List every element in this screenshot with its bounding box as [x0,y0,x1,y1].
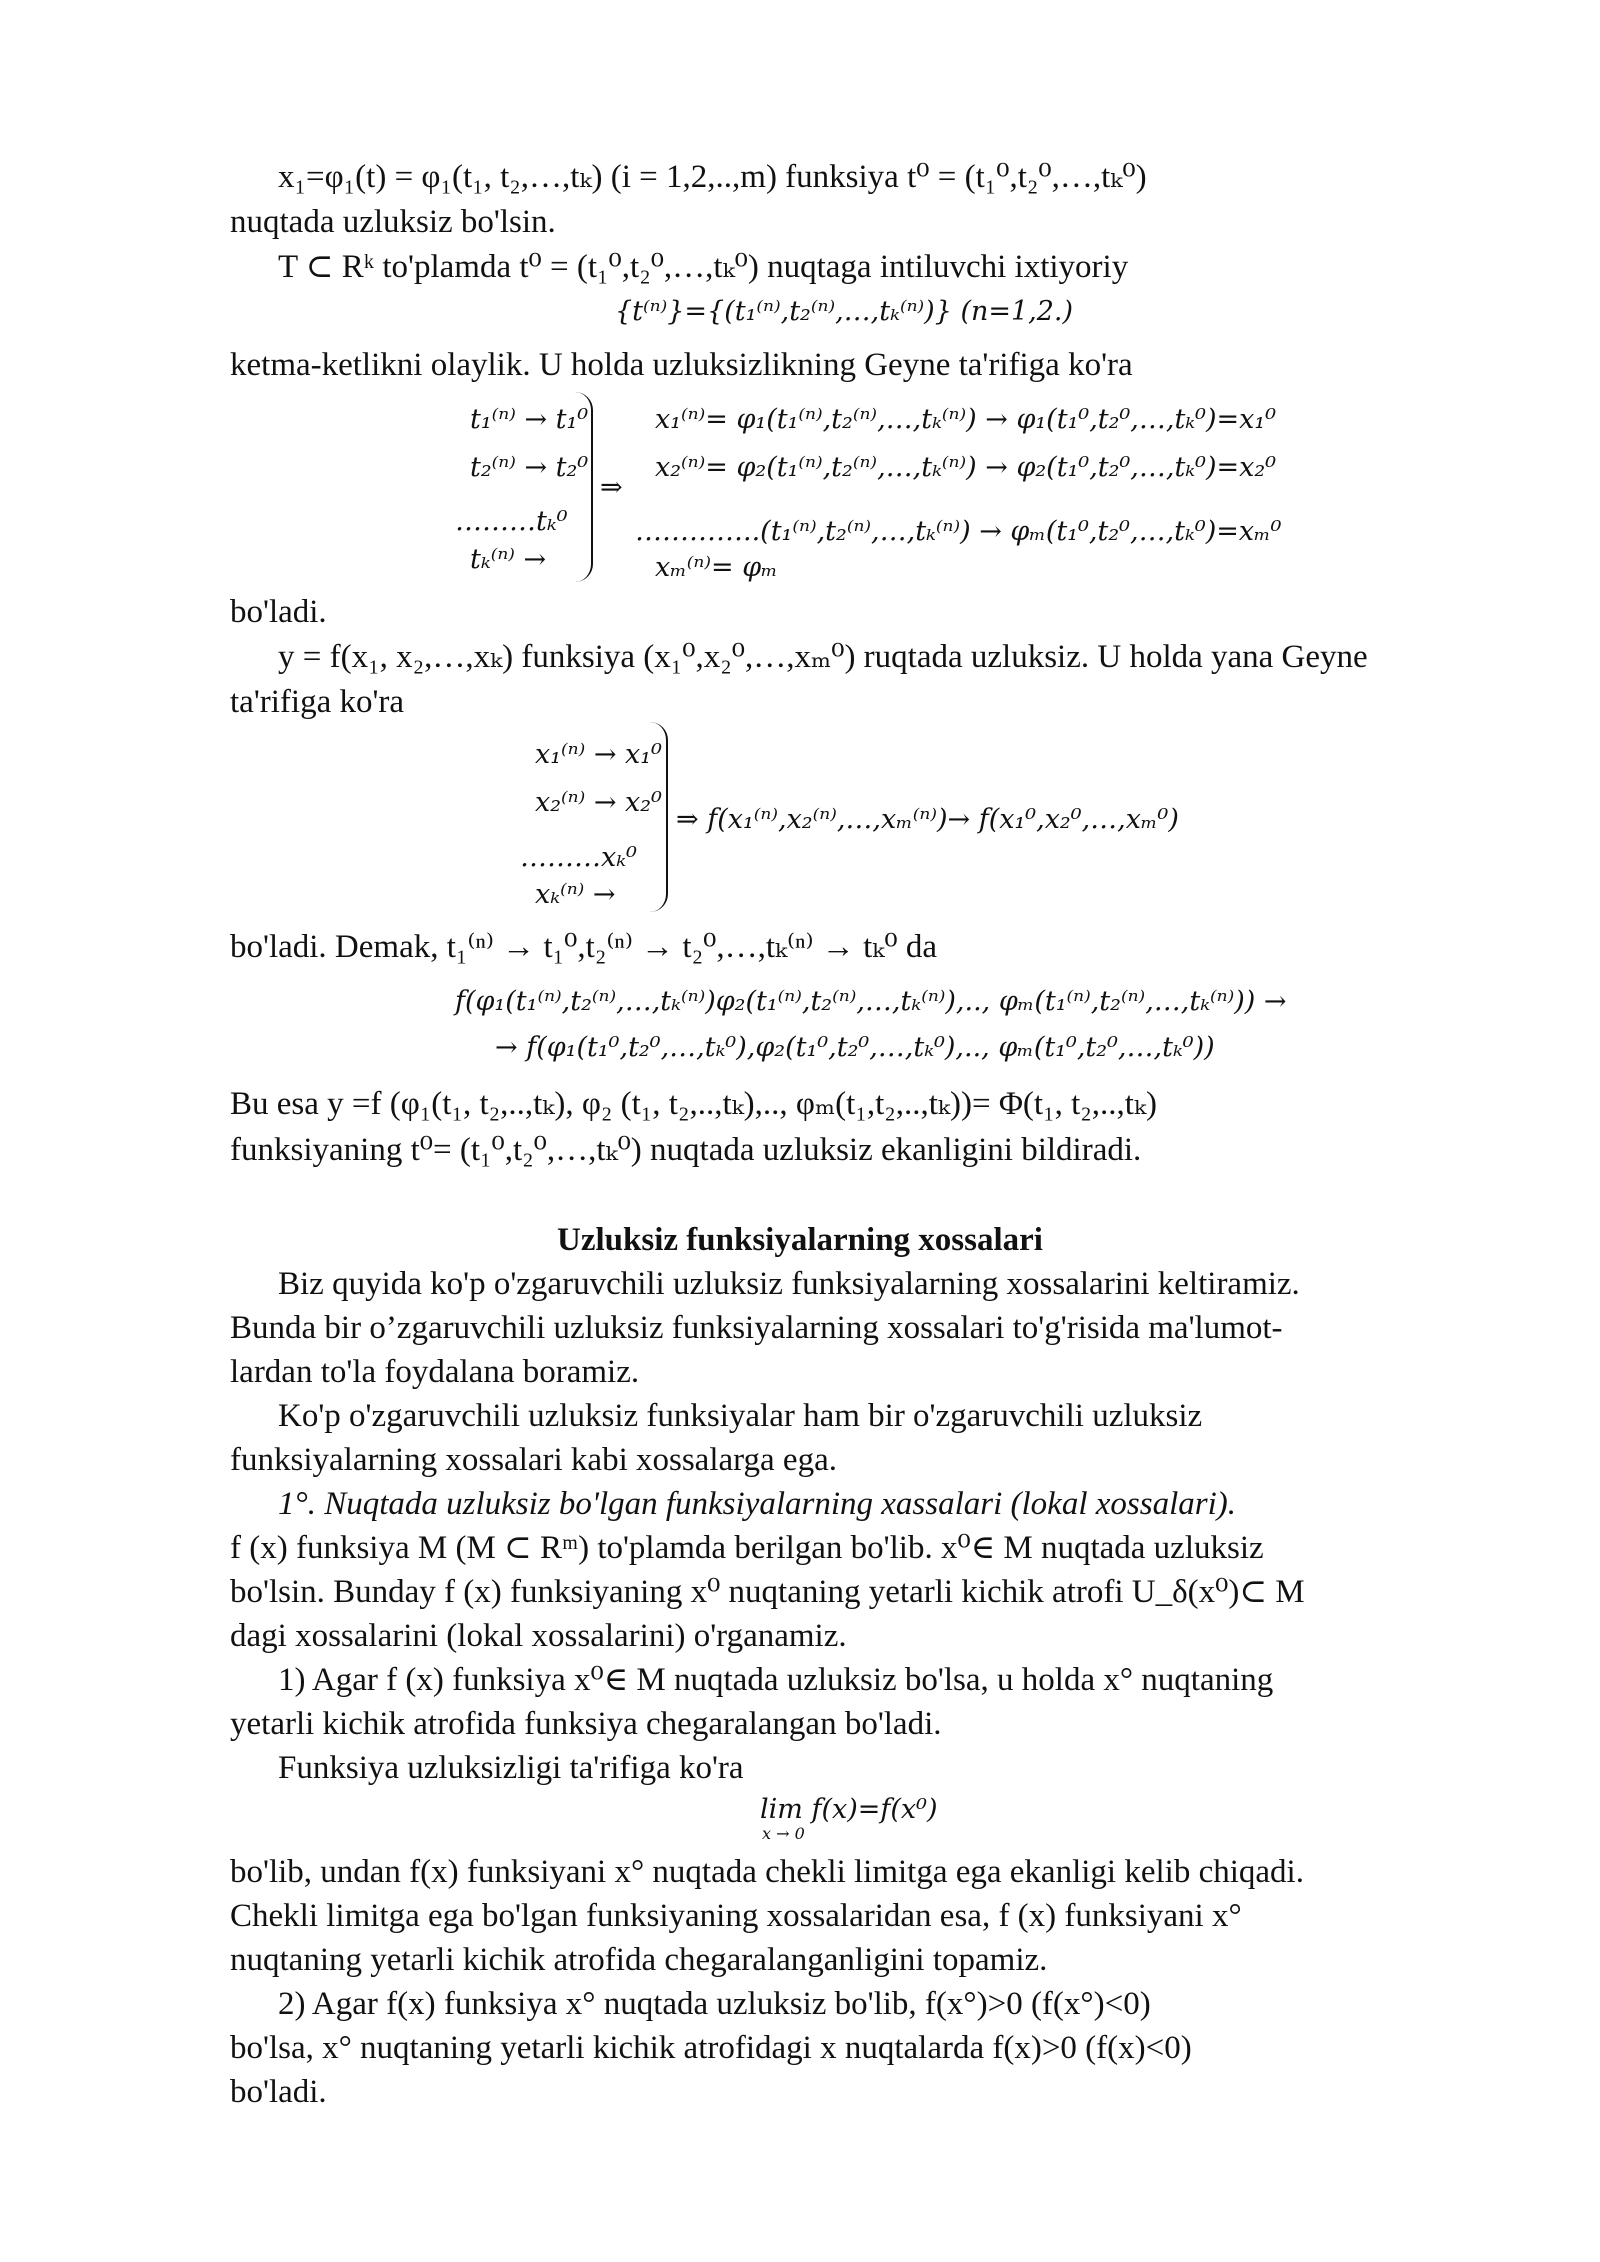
right-brace [575,392,593,582]
text-line: bo'ladi. [230,594,327,630]
formula-line: tₖ⁽ⁿ⁾ → [470,544,547,575]
formula-limit: lim f(x)=f(x⁰) [760,1794,938,1825]
text-line: nuqtada uzluksiz bo'lsin. [230,204,556,240]
formula-line: x₂⁽ⁿ⁾ → x₂⁰ [535,787,662,818]
text-line: ta'rifiga ko'ra [230,684,405,720]
implies-arrow: ⇒ [600,472,623,503]
text-line: nuqtaning yetarli kichik atrofida chegaralanganligini topamiz. [230,1942,1048,1978]
text-line: 1) Agar f (x) funksiya x⁰∈ M nuqtada uzluksiz bo'lsa, u holda x° nuqtaning [278,1662,1274,1698]
text-line: Funksiya uzluksizligi ta'rifiga ko'ra [278,1750,744,1786]
text-line: f (x) funksiya M (M ⊂ Rᵐ) to'plamda berilgan bo'lib. x⁰∈ M nuqtada uzluksiz [230,1530,1264,1566]
text-line: funksiyalarning xossalari kabi xossalarga ega. [230,1442,837,1478]
subsection-heading: 1°. Nuqtada uzluksiz bo'lgan funksiyalarning xassalari (lokal xossalari). [278,1486,1236,1522]
formula-line: ⇒ f(x₁⁽ⁿ⁾,x₂⁽ⁿ⁾,…,xₘ⁽ⁿ⁾)→ f(x₁⁰,x₂⁰,…,xₘ⁰) [676,804,1179,835]
formula-line: t₂⁽ⁿ⁾ → t₂⁰ [470,452,589,483]
text-line: lardan to'la foydalana boramiz. [230,1354,640,1390]
text-line: y = f(x₁, x₂,…,xₖ) funksiya (x₁⁰,x₂⁰,…,xₘ⁰) ruqtada uzluksiz. U holda yana Geyne [278,639,1368,675]
text-line: Ko'p o'zgaruvchili uzluksiz funksiyalar ham bir o'zgaruvchili uzluksiz [278,1398,1203,1434]
formula-line: ………xₖ⁰ [520,842,637,873]
text-line: Biz quyida ko'p o'zgaruvchili uzluksiz funksiyalarning xossalarini keltiramiz. [278,1266,1300,1302]
text-line: Bu esa y =f (φ₁(t₁, t₂,..,tₖ), φ₂ (t₁, t₂,..,tₖ),.., φₘ(t₁,t₂,..,tₖ))= Φ(t₁, t₂,..,tₖ) [230,1086,1157,1122]
text-line: Bunda bir o’zgaruvchili uzluksiz funksiyalarning xossalari to'g'risida ma'lumot- [230,1310,1283,1346]
text-line: Chekli limitga ega bo'lgan funksiyaning xossalaridan esa, f (x) funksiyani x° [230,1898,1242,1934]
formula-sequence: {t⁽ⁿ⁾}={(t₁⁽ⁿ⁾,t₂⁽ⁿ⁾,…,tₖ⁽ⁿ⁾)} (n=1,2.) [615,296,1074,327]
text-line: bo'lsin. Bunday f (x) funksiyaning x⁰ nuqtaning yetarli kichik atrofi U_δ(x⁰)⊂ M [230,1574,1305,1610]
formula-line: xₘ⁽ⁿ⁾= φₘ [655,552,778,583]
formula-line: t₁⁽ⁿ⁾ → t₁⁰ [470,404,589,435]
section-heading: Uzluksiz funksiyalarning xossalari [557,1222,1043,1258]
formula-line: x₁⁽ⁿ⁾= φ₁(t₁⁽ⁿ⁾,t₂⁽ⁿ⁾,…,tₖ⁽ⁿ⁾) → φ₁(t₁⁰,t₂⁰,…,tₖ⁰)=x₁⁰ [655,404,1277,435]
formula-line: → f(φ₁(t₁⁰,t₂⁰,…,tₖ⁰),φ₂(t₁⁰,t₂⁰,…,tₖ⁰),.., φₘ(t₁⁰,t₂⁰,…,tₖ⁰)) [495,1032,1215,1063]
formula-line: f(φ₁(t₁⁽ⁿ⁾,t₂⁽ⁿ⁾,…,tₖ⁽ⁿ⁾)φ₂(t₁⁽ⁿ⁾,t₂⁽ⁿ⁾,…,tₖ⁽ⁿ⁾),.., φₘ(t₁⁽ⁿ⁾,t₂⁽ⁿ⁾,…,tₖ⁽ⁿ⁾)) → [455,986,1287,1017]
formula-line: xₖ⁽ⁿ⁾ → [535,879,616,910]
text-line: bo'lsa, x° nuqtaning yetarli kichik atrofidagi x nuqtalarda f(x)>0 (f(x)<0) [230,2030,1192,2066]
formula-line: x₂⁽ⁿ⁾= φ₂(t₁⁽ⁿ⁾,t₂⁽ⁿ⁾,…,tₖ⁽ⁿ⁾) → φ₂(t₁⁰,t₂⁰,…,tₖ⁰)=x₂⁰ [655,452,1277,483]
text-line: yetarli kichik atrofida funksiya chegaralangan bo'ladi. [230,1706,942,1742]
text-line: ketma-ketlikni olaylik. U holda uzluksizlikning Geyne ta'rifiga ko'ra [230,347,1133,383]
text-line: 2) Agar f(x) funksiya x° nuqtada uzluksiz bo'lib, f(x°)>0 (f(x°)<0) [278,1986,1151,2022]
text-line: bo'ladi. Demak, t₁⁽ⁿ⁾ → t₁⁰,t₂⁽ⁿ⁾ → t₂⁰,…,tₖ⁽ⁿ⁾ → tₖ⁰ da [230,929,937,965]
text-line: bo'ladi. [230,2074,327,2110]
text-line: funksiyaning t⁰= (t₁⁰,t₂⁰,…,tₖ⁰) nuqtada uzluksiz ekanligini bildiradi. [230,1132,1142,1168]
text-line: T ⊂ Rᵏ to'plamda t⁰ = (t₁⁰,t₂⁰,…,tₖ⁰) nuqtaga intiluvchi ixtiyoriy [278,249,1129,285]
text-line: bo'lib, undan f(x) funksiyani x° nuqtada chekli limitga ega ekanligi kelib chiqadi. [230,1854,1304,1890]
limit-subscript: x → 0 [762,1824,805,1843]
formula-line: …………..(t₁⁽ⁿ⁾,t₂⁽ⁿ⁾,…,tₖ⁽ⁿ⁾) → φₘ(t₁⁰,t₂⁰,…,tₖ⁰)=xₘ⁰ [635,516,1282,547]
text-line: x₁=φ₁(t) = φ₁(t₁, t₂,…,tₖ) (i = 1,2,..,m) funksiya t⁰ = (t₁⁰,t₂⁰,…,tₖ⁰) [278,159,1147,195]
text-line: dagi xossalarini (lokal xossalarini) o'rganamiz. [230,1618,847,1654]
formula-line: ………tₖ⁰ [455,506,568,537]
right-brace [650,722,668,912]
formula-line: x₁⁽ⁿ⁾ → x₁⁰ [535,739,662,770]
